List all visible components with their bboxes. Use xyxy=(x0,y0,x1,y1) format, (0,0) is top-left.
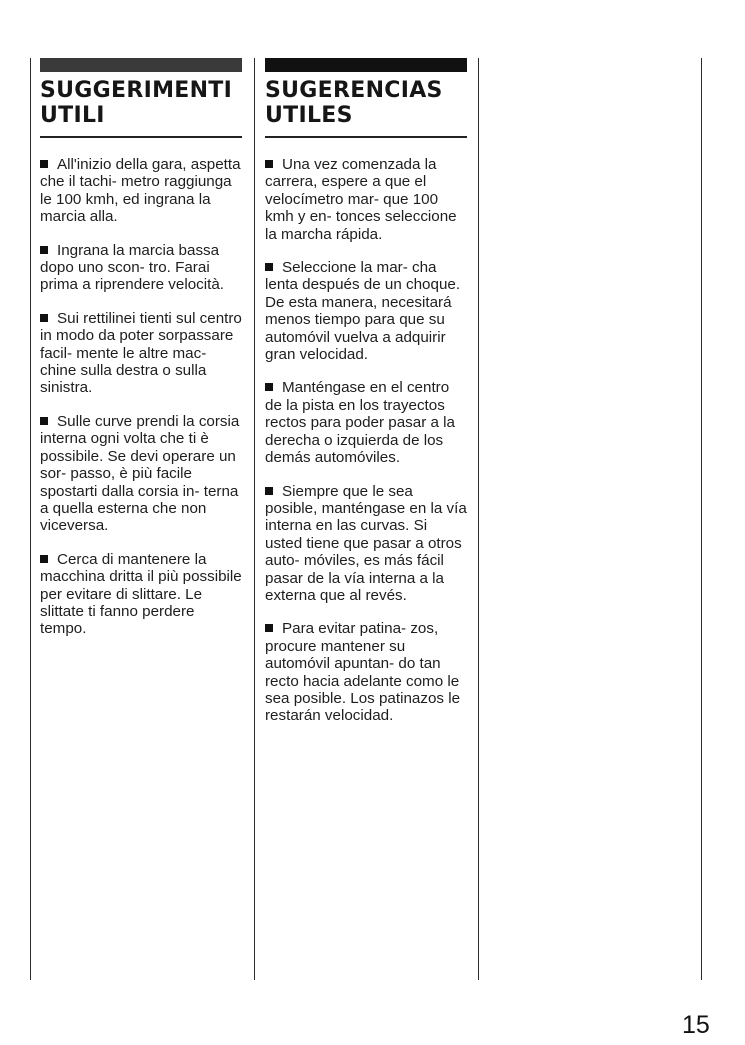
italian-tip-text: Cerca di mantenere la macchina dritta il più possibile per evitare di slittare. Le slittate ti fanno perdere tempo. xyxy=(40,550,242,638)
italian-tip xyxy=(40,551,242,638)
italian-column xyxy=(40,58,242,654)
spanish-column xyxy=(265,58,467,741)
column-divider-right xyxy=(478,58,479,980)
spanish-title-line1: SUGERENCIAS xyxy=(265,78,443,103)
italian-header-bar xyxy=(40,58,242,72)
spanish-title xyxy=(265,78,467,128)
italian-tip xyxy=(40,413,242,535)
italian-tip-text: All'inizio della gara, aspetta che il tachi- metro raggiunga le 100 kmh, ed ingrana la marcia alla. xyxy=(40,156,241,226)
spanish-tip xyxy=(265,620,467,724)
bullet-icon xyxy=(40,160,48,168)
column-divider-far-right xyxy=(701,58,702,980)
bullet-icon xyxy=(40,555,48,563)
italian-tip xyxy=(40,242,242,294)
spanish-tip-text: Manténgase en el centro de la pista en los trayectos rectos para poder pasar a la derecha o izquierda de los demás automóviles. xyxy=(265,379,455,467)
bullet-icon xyxy=(265,263,273,271)
spanish-tip xyxy=(265,483,467,605)
spanish-tip xyxy=(265,259,467,363)
spanish-tips-list xyxy=(265,156,467,725)
spanish-title-line2: UTILES xyxy=(265,103,353,128)
spanish-tip-text: Siempre que le sea posible, manténgase en la vía interna en las curvas. Si usted tiene que pasar a otros auto- móviles, es más fácil pasar de la vía interna a la externa que al revés. xyxy=(265,482,467,604)
bullet-icon xyxy=(265,383,273,391)
spanish-header-bar xyxy=(265,58,467,72)
spanish-tip-text: Una vez comenzada la carrera, espere a que el velocímetro mar- que 100 kmh y en- tonces seleccione la marcha rápida. xyxy=(265,156,457,243)
italian-tip xyxy=(40,310,242,397)
column-divider-middle xyxy=(254,58,255,980)
italian-title xyxy=(40,78,242,128)
italian-title-rule xyxy=(40,136,242,138)
italian-title-line2: UTILI xyxy=(40,103,105,128)
spanish-title-rule xyxy=(265,136,467,138)
page-number: 15 xyxy=(682,1011,710,1039)
bullet-icon xyxy=(40,246,48,254)
bullet-icon xyxy=(40,314,48,322)
bullet-icon xyxy=(40,417,48,425)
italian-tip xyxy=(40,156,242,226)
italian-tips-list xyxy=(40,156,242,638)
bullet-icon xyxy=(265,624,273,632)
spanish-tip-text: Seleccione la mar- cha lenta después de un choque. De esta manera, necesitará menos tiempo para que su automóvil vuelva a adquirir gran velocidad. xyxy=(265,259,461,364)
italian-title-line1: SUGGERIMENTI xyxy=(40,78,233,103)
column-divider-left xyxy=(30,58,31,980)
italian-tip-text: Sui rettilinei tienti sul centro in modo da poter sorpassare facil- mente le altre mac- chine sulla destra o sulla sinistra. xyxy=(40,309,242,397)
spanish-tip xyxy=(265,156,467,243)
bullet-icon xyxy=(265,487,273,495)
italian-tip-text: Sulle curve prendi la corsia interna ogni volta che ti è possibile. Se devi operare un sor- passo, è più facile spostarti dalla corsia in- terna a quella esterna che non viceversa. xyxy=(40,412,240,535)
spanish-tip-text: Para evitar patina- zos, procure mantener su automóvil apuntan- do tan recto hacia adelante como le sea posible. Los patinazos le restarán velocidad. xyxy=(265,620,461,725)
italian-tip-text: Ingrana la marcia bassa dopo uno scon- tro. Farai prima a riprendere velocità. xyxy=(40,241,225,294)
bullet-icon xyxy=(265,160,273,168)
spanish-tip xyxy=(265,379,467,466)
